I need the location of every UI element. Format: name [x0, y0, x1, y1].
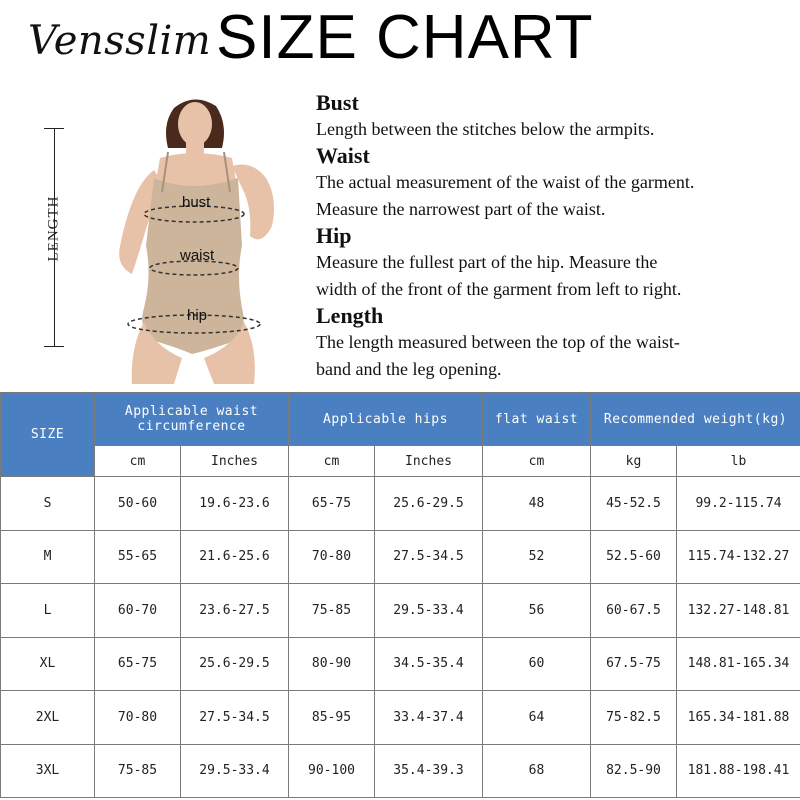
table-cell: 25.6-29.5: [375, 477, 483, 531]
unit-cell: Inches: [375, 446, 483, 477]
table-row: [1, 691, 800, 745]
table-cell: 60: [483, 637, 591, 691]
brand-logo: Vensslim: [28, 18, 212, 64]
table-cell: 56: [483, 584, 591, 638]
header-hips: Applicable hips: [289, 393, 483, 446]
table-cell: 75-85: [95, 744, 181, 798]
table-header-row: [1, 393, 800, 446]
table-cell: 34.5-35.4: [375, 637, 483, 691]
unit-cell: cm: [483, 446, 591, 477]
table-cell: 60-70: [95, 584, 181, 638]
unit-cell: lb: [677, 446, 800, 477]
table-cell: 52: [483, 530, 591, 584]
table-cell: 60-67.5: [591, 584, 677, 638]
size-cell: 2XL: [1, 691, 95, 745]
hip-label: hip: [187, 307, 208, 324]
table-units-row: [1, 446, 800, 477]
table-cell: 65-75: [289, 477, 375, 531]
table-cell: 27.5-34.5: [181, 691, 289, 745]
header-waist: Applicable waist circumference: [95, 393, 289, 446]
table-cell: 29.5-33.4: [375, 584, 483, 638]
length-text-1: The length measured between the top of the waist-: [316, 332, 680, 352]
table-cell: 52.5-60: [591, 530, 677, 584]
table-cell: 19.6-23.6: [181, 477, 289, 531]
length-ruler: [18, 124, 78, 352]
table-cell: 48: [483, 477, 591, 531]
size-cell: XL: [1, 637, 95, 691]
bust-label: bust: [182, 194, 211, 211]
length-heading: Length: [316, 303, 384, 328]
size-cell: S: [1, 477, 95, 531]
size-cell: M: [1, 530, 95, 584]
table-cell: 132.27-148.81: [677, 584, 800, 638]
table-cell: 45-52.5: [591, 477, 677, 531]
table-cell: 85-95: [289, 691, 375, 745]
table-cell: 75-82.5: [591, 691, 677, 745]
table-cell: 90-100: [289, 744, 375, 798]
table-row: [1, 584, 800, 638]
table-cell: 181.88-198.41: [677, 744, 800, 798]
unit-cell: Inches: [181, 446, 289, 477]
table-cell: 68: [483, 744, 591, 798]
table-row: [1, 744, 800, 798]
table-cell: 67.5-75: [591, 637, 677, 691]
waist-heading: Waist: [316, 143, 370, 168]
table-cell: 55-65: [95, 530, 181, 584]
table-cell: 29.5-33.4: [181, 744, 289, 798]
body-illustration: [82, 96, 306, 384]
measurement-descriptions: [316, 90, 796, 383]
header-size: SIZE: [1, 393, 95, 477]
size-cell: L: [1, 584, 95, 638]
table-cell: 82.5-90: [591, 744, 677, 798]
bust-heading: Bust: [316, 90, 359, 115]
model-figure: [82, 96, 306, 384]
table-row: [1, 637, 800, 691]
table-cell: 23.6-27.5: [181, 584, 289, 638]
table-cell: 21.6-25.6: [181, 530, 289, 584]
hip-text-1: Measure the fullest part of the hip. Measure the: [316, 252, 658, 272]
size-cell: 3XL: [1, 744, 95, 798]
table-cell: 165.34-181.88: [677, 691, 800, 745]
table-cell: 25.6-29.5: [181, 637, 289, 691]
length-label: LENGTH: [45, 195, 62, 262]
page-title: SIZE CHART: [216, 3, 594, 72]
unit-cell: cm: [289, 446, 375, 477]
waist-text-2: Measure the narrowest part of the waist.: [316, 199, 606, 219]
length-text-2: band and the leg opening.: [316, 359, 502, 379]
table-body: [1, 477, 800, 798]
table-cell: 115.74-132.27: [677, 530, 800, 584]
unit-cell: kg: [591, 446, 677, 477]
waist-label: waist: [180, 247, 215, 264]
table-cell: 148.81-165.34: [677, 637, 800, 691]
table-cell: 75-85: [289, 584, 375, 638]
table-cell: 35.4-39.3: [375, 744, 483, 798]
table-cell: 80-90: [289, 637, 375, 691]
table-row: [1, 477, 800, 531]
unit-cell: cm: [95, 446, 181, 477]
ruler-bottom-cap: [44, 346, 64, 347]
hip-text-2: width of the front of the garment from left to right.: [316, 279, 682, 299]
waist-text-1: The actual measurement of the waist of the garment.: [316, 172, 695, 192]
table-cell: 70-80: [95, 691, 181, 745]
table-cell: 99.2-115.74: [677, 477, 800, 531]
header-flat-waist: flat waist: [483, 393, 591, 446]
table-cell: 50-60: [95, 477, 181, 531]
bust-text-1: Length between the stitches below the armpits.: [316, 119, 655, 139]
table-cell: 64: [483, 691, 591, 745]
size-table: [0, 392, 800, 798]
table-cell: 70-80: [289, 530, 375, 584]
header-weight: Recommended weight(kg): [591, 393, 800, 446]
table-cell: 27.5-34.5: [375, 530, 483, 584]
table-cell: 65-75: [95, 637, 181, 691]
table-row: [1, 530, 800, 584]
hip-heading: Hip: [316, 223, 352, 248]
table-cell: 33.4-37.4: [375, 691, 483, 745]
